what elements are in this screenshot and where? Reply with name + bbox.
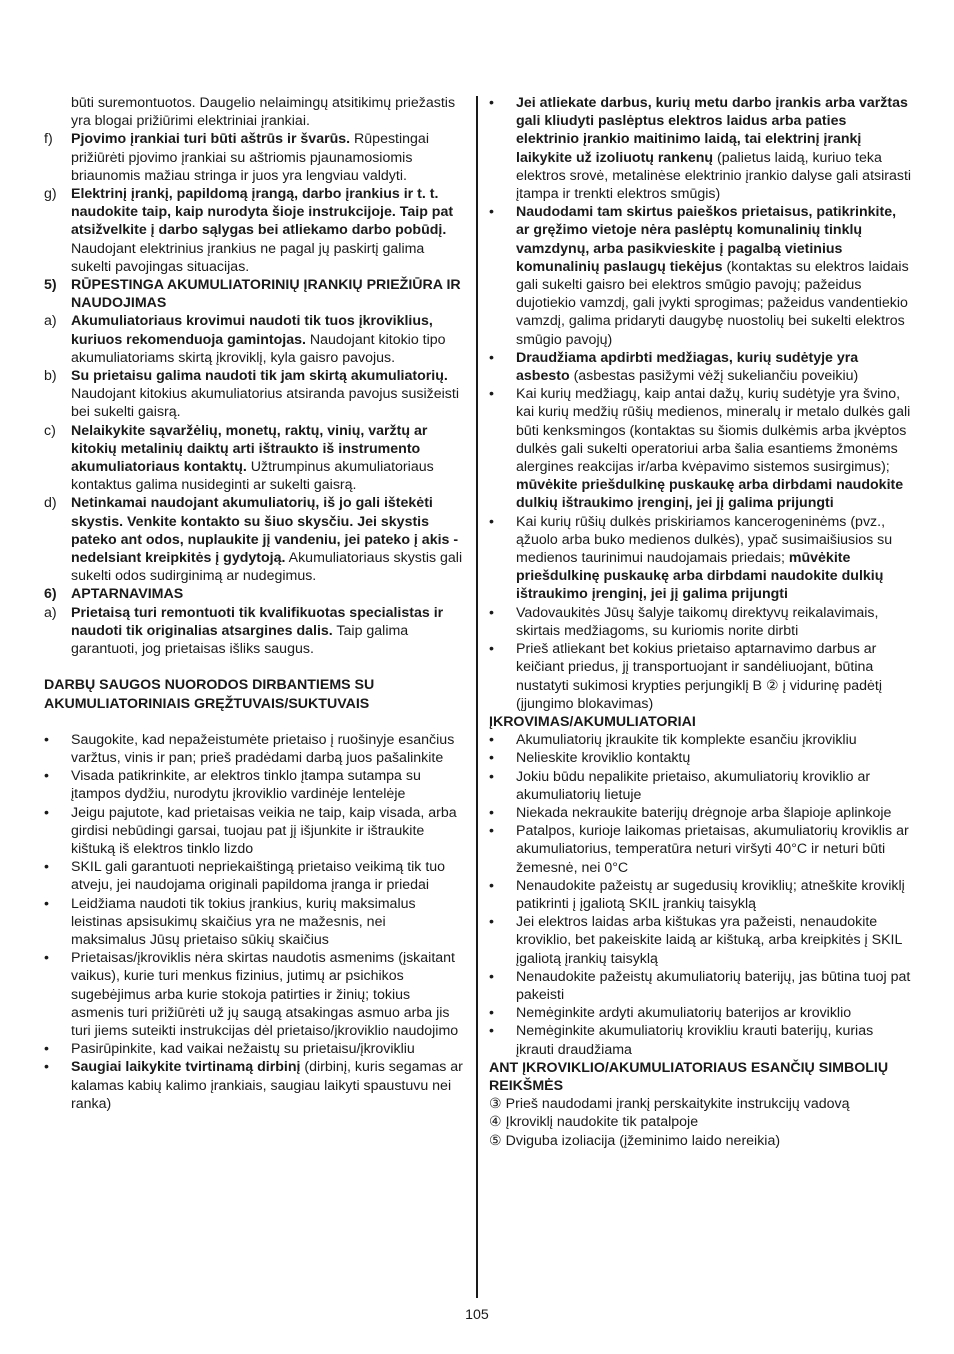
item-marker: • xyxy=(489,513,494,530)
text: ⑤ Dviguba izoliacija (įžeminimo laido nereikia) xyxy=(489,1132,781,1149)
item-text xyxy=(71,367,464,422)
item-text xyxy=(516,877,913,913)
text: Vadovaukitės Jūsų šalyje taikomų direktyvų reikalavimais, skirtais medžiagoms, su kuriomis norite dirbti xyxy=(516,604,879,639)
bullet-item xyxy=(489,604,913,640)
item-marker: • xyxy=(489,804,494,821)
text: ③ Prieš naudodami įrankį perskaitykite instrukcijų vadovą xyxy=(489,1096,850,1113)
item-text xyxy=(71,895,464,950)
item-text xyxy=(71,949,464,1040)
bullet-item xyxy=(489,513,913,604)
bullet-item xyxy=(44,804,464,859)
bullet-item xyxy=(489,1004,913,1022)
bold-text: RŪPESTINGA AKUMULIATORINIŲ ĮRANKIŲ PRIEŽIŪRA IR NAUDOJIMAS xyxy=(71,277,461,312)
numbered-item xyxy=(44,494,464,585)
item-text xyxy=(71,422,464,495)
item-marker: • xyxy=(489,204,494,221)
item-marker: • xyxy=(489,877,494,894)
left-column xyxy=(44,94,464,1113)
text: ④ Įkroviklį naudokite tik patalpoje xyxy=(489,1114,699,1131)
bold-text: ĮKROVIMAS/AKUMULIATORIAI xyxy=(489,713,696,730)
text: (palietus laidą, kuriuo teka elektros srovė, metalinėse elektrinio įrankio dalyse gali atsirasti įtampa ir trenkti elektros smūgis) xyxy=(516,149,912,203)
item-marker: • xyxy=(44,859,49,876)
text: Akumuliatoriaus skystis gali sukelti odos sudirginimą ar nudegimus. xyxy=(71,550,463,585)
bold-text: APTARNAVIMAS xyxy=(71,586,184,603)
item-marker: a) xyxy=(44,604,57,621)
item-text xyxy=(516,822,913,877)
item-marker: • xyxy=(489,349,494,366)
item-text xyxy=(71,185,464,276)
text: (dirbinį, kuris segamas ar kalamas kabių kalimo įrankiais, saugiau laikyti spaustuvu nei ranka) xyxy=(71,1059,463,1112)
item-text xyxy=(516,1004,913,1022)
item-marker: 6) xyxy=(44,586,57,603)
item-text xyxy=(71,494,464,585)
item-marker: • xyxy=(44,950,49,967)
item-text xyxy=(71,1040,464,1058)
item-marker: f) xyxy=(44,131,53,148)
column-divider xyxy=(476,96,478,1298)
bullet-item xyxy=(489,640,913,713)
text: SKIL gali garantuoti nepriekaištingą prietaiso veikimą tik tuo atveju, jei naudojama originali papildoma įranga ir priedai xyxy=(71,859,446,894)
text: Pasirūpinkite, kad vaikai nežaistų su prietaisu/įkrovikliu xyxy=(71,1041,415,1058)
bold-text: Elektrinį įrankį, papildomą įrangą, darbo įrankius ir t. t. naudokite taip, kaip nurodyta šioje instrukcijoje. Taip pat atsižvelkite į darbo sąlygas bei atliekamo darbo pobūdį. xyxy=(71,186,454,239)
bullet-item xyxy=(489,731,913,749)
bold-text: Draudžiama apdirbti medžiagas, kurių sudėtyje yra asbesto xyxy=(516,349,859,385)
item-marker: a) xyxy=(44,313,57,330)
item-text xyxy=(516,203,913,349)
text: Nemėginkite ardyti akumuliatorių baterijos ar kroviklio xyxy=(516,1005,852,1022)
bold-text: Netinkamai naudojant akumuliatorių, iš jo gali ištekėti skystis. Venkite kontakto su šiuo skysčiu. Jei skystis pateko ant odos, nuplaukite jį vandeniu, jei pateko į akis - nedelsiant kreipkitės į gydytoją. xyxy=(71,495,459,567)
text: Patalpos, kurioje laikomas prietaisas, akumuliatorių kroviklis ar akumuliatorius, temperatūra neturi viršyti 40°C ir neturi būti žemesnė, nei 0°C xyxy=(516,823,909,876)
bold-text: Saugiai laikykite tvirtinamą dirbinį xyxy=(71,1059,301,1076)
item-marker: • xyxy=(489,95,494,111)
item-marker: • xyxy=(489,968,494,985)
text: būti suremontuotos. Daugelio nelaimingų atsitikimų priežastis yra blogai prižiūrimi elektriniai įrankiai. xyxy=(71,95,456,130)
bold-text: Naudodami tam skirtus paieškos prietaisus, patikrinkite, ar gręžimo vietoje nėra paslėptų komunalinių tinklų vamzdynų, arba pasikvieskite į pagalbą vietinius komunalinių paslaugų tiekėjus xyxy=(516,204,897,275)
numbered-item xyxy=(44,312,464,367)
bold-text: Jei atliekate darbus, kurių metu darbo įrankis arba varžtas gali kliudyti paslėptus elektros laidus arba paties elektrinio įrankio maitinimo laidą, tai elektrinį įrankį laikykite už izoliuotų rankenų xyxy=(516,95,908,166)
item-text xyxy=(71,604,464,659)
text: Visada patikrinkite, ar elektros tinklo įtampa sutampa su įtampos dydžiu, nurodytu įkroviklio vardinėje lentelėje xyxy=(71,768,421,803)
spacer xyxy=(44,713,464,731)
bold-text: mūvėkite priešdulkinę puskaukę arba dirbdami naudokite dulkių ištraukimo įrenginį, jei jį galima prijungti xyxy=(516,477,904,512)
text: Užtrumpinus akumuliatoriaus kontaktus galima nusideginti ar sukelti gaisrą. xyxy=(71,459,434,494)
bullet-item xyxy=(44,767,464,803)
text: Rūpestingai prižiūrėti pjovimo įrankiai su aštriomis pjaunamosiomis briaunomis mažiau stringa ir juos yra lengviau valdyti. xyxy=(71,131,429,184)
text: (kontaktas su elektros laidais gali sukelti gaisro bei elektros smūgio pavojų; pažeidus dujotiekio vamzdį, gali įvykti sprogimas; pažeidus vandentiekio vamzdį, galima pridaryti daugybę nuostolių bei sukelti elektros smūgio pavojų) xyxy=(516,258,909,348)
item-text xyxy=(71,130,464,185)
bullet-item xyxy=(44,895,464,950)
text: Nenaudokite pažeistų akumuliatorių baterijų, jas būtina tuoj pat pakeisti xyxy=(516,968,911,1003)
bullet-item xyxy=(489,822,913,877)
item-marker: • xyxy=(44,804,49,821)
item-marker: g) xyxy=(44,186,57,203)
bullet-item xyxy=(44,1058,464,1113)
item-marker: • xyxy=(489,750,494,767)
item-text xyxy=(516,604,913,640)
item-text xyxy=(516,913,913,968)
text: Jokiu būdu nepalikite prietaiso, akumuliatorių kroviklio ar akumuliatorių lietuje xyxy=(516,768,871,803)
item-text xyxy=(516,768,913,804)
text: Saugokite, kad nepažeistumėte prietaiso į ruošinyje esančius varžtus, vinis ir pan; prieš pradėdami darbą juos pašalinkite xyxy=(71,731,455,766)
numbered-item xyxy=(44,422,464,495)
bold-text: Pjovimo įrankiai turi būti aštrūs ir švarūs. xyxy=(71,131,351,148)
bullet-item xyxy=(44,731,464,767)
item-text xyxy=(516,731,913,749)
numbered-item xyxy=(44,130,464,185)
item-text xyxy=(516,968,913,1004)
text: Naudojant kitokius akumuliatorius atsiranda pavojus susižeisti bei sukelti gaisrą. xyxy=(71,386,459,421)
item-marker: • xyxy=(489,641,494,658)
item-marker: c) xyxy=(44,422,56,439)
item-marker: • xyxy=(489,768,494,785)
numbered-item xyxy=(44,367,464,422)
numbered-item xyxy=(44,276,464,312)
item-text xyxy=(516,640,913,713)
bullet-item xyxy=(489,1022,913,1058)
item-text xyxy=(516,1022,913,1058)
item-marker: • xyxy=(44,895,49,912)
bullet-item xyxy=(489,804,913,822)
symbol-legend-item xyxy=(489,1113,913,1131)
item-text xyxy=(71,94,464,130)
item-marker: • xyxy=(489,914,494,931)
section-heading xyxy=(44,676,464,712)
bold-text: Su prietaisu galima naudoti tik jam skirtą akumuliatorių. xyxy=(71,368,448,385)
text: Prieš atliekant bet kokius prietaiso aptarnavimo darbus ar keičiant priedus, jį transportuojant ir sandėliuojant, būtina nustatyti sukimosi krypties perjungiklį B ② į vidurinę padėtį (įjungimo blokavimas) xyxy=(516,641,882,712)
text: Niekada nekraukite baterijų drėgnoje arba šlapioje aplinkoje xyxy=(516,804,892,821)
bullet-item xyxy=(489,768,913,804)
text: Jei elektros laidas arba kištukas yra pažeisti, nenaudokite kroviklio, bet pakeiskite laidą ar kištuką, arba kreipkitės į SKIL įgaliotą įrankių taisyklą xyxy=(516,914,902,967)
text: Jeigu pajutote, kad prietaisas veikia ne taip, kaip visada, arba girdisi nebūdingi garsai, tuojau pat jį išjunkite ir ištraukite kištuką iš elektros tinklo lizdo xyxy=(71,804,457,857)
item-marker: • xyxy=(489,604,494,621)
item-marker: • xyxy=(489,732,494,749)
bullet-item xyxy=(489,749,913,767)
numbered-item xyxy=(44,585,464,603)
item-marker: • xyxy=(489,823,494,840)
item-text xyxy=(71,731,464,767)
item-text xyxy=(71,767,464,803)
bold-text: Nelaikykite sąvaržėlių, monetų, raktų, vinių, varžtų ar kitokių metalinių daiktų arti ištraukto iš instrumento akumuliatoriaus kontaktų. xyxy=(71,422,428,476)
text: Nenaudokite pažeistų ar sugedusių kroviklių; atneškite kroviklį patikrinti į įgaliotą SKIL įrankių taisyklą xyxy=(516,877,905,912)
item-text xyxy=(516,349,913,385)
text: Kai kurių medžiagų, kaip antai dažų, kurių sudėtyje yra švino, kai kurių medžių rūšių medienos, mineralų ir metalo dulkės gali būti kenksmingos (kontaktas su šiomis dulkėmis arba įkvėptos dulkės gali sukelti operatoriui arba šalia esantiems žmonėms alergines reakcijas ir/arba kvėpavimo sistemos susirgimus); xyxy=(516,386,911,476)
text: Naudojant kitokio tipo akumuliatoriams skirtą įkroviklį, kyla gaisro pavojus. xyxy=(71,331,446,366)
item-marker: • xyxy=(489,1005,494,1022)
page-number: 105 xyxy=(465,1307,489,1323)
bold-text: ANT ĮKROVIKLIO/AKUMULIATORIAUS ESANČIŲ SIMBOLIŲ REIKŠMĖS xyxy=(489,1059,889,1094)
text: (asbestas pasižymi vėžį sukeliančiu poveikiu) xyxy=(569,368,859,385)
paragraph xyxy=(44,94,464,130)
numbered-item xyxy=(44,604,464,659)
item-text xyxy=(516,385,913,512)
bullet-item xyxy=(489,913,913,968)
bullet-item xyxy=(489,349,913,385)
bullet-item xyxy=(44,1040,464,1058)
section-heading xyxy=(489,713,913,731)
item-marker: • xyxy=(44,768,49,785)
bullet-item xyxy=(44,949,464,1040)
item-text xyxy=(71,585,464,603)
symbol-legend-item xyxy=(489,1132,913,1150)
item-text xyxy=(71,804,464,859)
text: Kai kurių rūšių dulkės priskiriamos kancerogeninėms (pvz., ąžuolo arba buko medienos dulkės), ypač susimaišiusios su medienos taurinimui naudojamais priedais; xyxy=(516,513,893,567)
bullet-item xyxy=(489,94,913,203)
text: Leidžiama naudoti tik tokius įrankius, kurių maksimalus leistinas apsisukimų skaičius yra ne mažesnis, nei maksimalus Jūsų prietaiso sūkių skaičius xyxy=(71,895,416,948)
right-column xyxy=(489,94,913,1150)
spacer xyxy=(44,658,464,676)
section-heading xyxy=(489,1059,913,1095)
bullet-item xyxy=(489,203,913,349)
bullet-item xyxy=(489,385,913,512)
text: Akumuliatorių įkraukite tik komplekte esančiu įkrovikliu xyxy=(516,732,857,749)
item-marker: • xyxy=(44,731,49,748)
item-marker: b) xyxy=(44,368,57,385)
item-text xyxy=(516,749,913,767)
item-marker: d) xyxy=(44,495,57,512)
item-text xyxy=(71,1058,464,1113)
item-marker: • xyxy=(489,386,494,403)
item-marker: • xyxy=(489,1023,494,1040)
symbol-legend-item xyxy=(489,1095,913,1113)
item-text xyxy=(71,276,464,312)
bullet-item xyxy=(489,968,913,1004)
text: Nelieskite kroviklio kontaktų xyxy=(516,750,691,767)
numbered-item xyxy=(44,185,464,276)
bold-text: DARBŲ SAUGOS NUORODOS DIRBANTIEMS SU AKUMULIATORINIAIS GRĘŽTUVAIS/SUKTUVAIS xyxy=(44,677,375,712)
bold-text: mūvėkite priešdulkinę puskaukę arba dirbdami naudokite dulkių ištraukimo įrenginį, jei jį galima prijungti xyxy=(516,550,884,603)
item-text xyxy=(71,312,464,367)
item-text xyxy=(71,858,464,894)
text: Taip galima garantuoti, jog prietaisas išliks saugus. xyxy=(71,622,409,658)
item-marker: • xyxy=(44,1041,49,1058)
bold-text: Prietaisą turi remontuoti tik kvalifikuotas specialistas ir naudoti tik originalias atsargines dalis. xyxy=(71,604,444,639)
item-marker: • xyxy=(44,1059,49,1076)
text: Nemėginkite akumuliatorių krovikliu krauti baterijų, kurias įkrauti draudžiama xyxy=(516,1023,874,1058)
bold-text: Akumuliatoriaus krovimui naudoti tik tuos įkroviklius, kuriuos rekomenduoja gamintojas. xyxy=(71,313,433,348)
bullet-item xyxy=(44,858,464,894)
item-marker: 5) xyxy=(44,277,57,294)
text: Prietaisas/įkroviklis nėra skirtas naudotis asmenims (įskaitant vaikus), kurie turi menkus fizinius, jutimų ar psichikos sugebėjimus arba kurie stokoja patirties ir žinių; tokius asmenis turi prižiūrėti už jų saugą atsakingas asmuo arba jis turi jiems suteikti instrukcijas dėl prietaiso/įkroviklio naudojimo xyxy=(71,950,459,1039)
text: Naudojant elektrinius įrankius ne pagal jų paskirtį galima sukelti pavojingas situacijas. xyxy=(71,240,425,275)
bullet-item xyxy=(489,877,913,913)
item-text xyxy=(516,94,913,203)
item-text xyxy=(516,513,913,604)
item-text xyxy=(516,804,913,822)
